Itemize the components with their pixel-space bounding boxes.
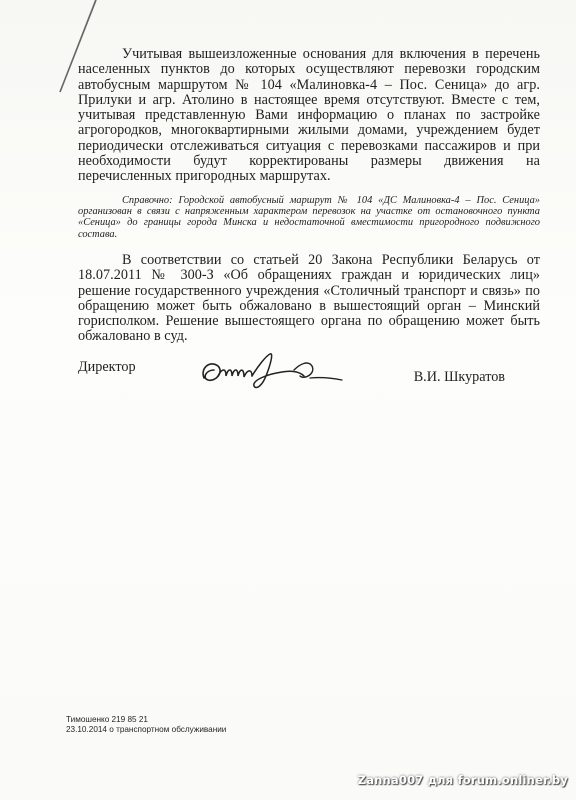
signatory-role: Директор [78,359,136,375]
reference-note-text: Справочно: Городской автобусный маршрут № 104 «ДС Малиновка-4 – Пос. Сеница» организован в связи с напряженным характером перевозок на участке от остановочного пункта «Сеница» до границы города Минска и недостаточной вместимости пригородного подвижного состава. [78,195,540,240]
handwritten-signature [196,346,356,396]
executor-footer [66,715,226,735]
paragraph-2-text: В соответствии со статьей 20 Закона Республики Беларусь от 18.07.2011 № 300-З «Об обращениях граждан и юридических лиц» решение государственного учреждения «Столичный транспорт и связь» по обращению может быть обжаловано в вышестоящий орган – Минский горисполком. Решение вышестоящего органа по обращению может быть обжаловано в суд. [78,252,540,345]
forum-watermark: Zanna007 для forum.onliner.by [357,773,568,787]
body-paragraph-2 [78,253,540,345]
document-date-subject: 23.10.2014 о транспортном обслуживании [66,725,227,734]
reference-note [78,195,540,240]
executor-contact: Тимошенко 219 85 21 [66,715,148,724]
signatory-name: В.И. Шкуратов [413,369,505,385]
paragraph-1-text: Учитывая вышеизложенные основания для включения в перечень населенных пунктов до которых осуществляют перевозки городским автобусным маршрутом № 104 «Малиновка-4 – Пос. Сеница» до агр. Прилуки и агр. Атолино в настоящее время отсутствуют. Вместе с тем, учитывая представленную Вами информацию о планах по застройке агрогородков, многоквартирными жилыми домами, учреждением будет периодически отслеживаться ситуация с перевозками пассажиров и при необходимости будут корректированы размеры движения на перечисленных пригородных маршрутах. [78,46,540,185]
body-paragraph-1 [78,47,540,185]
signature-block [78,356,540,396]
